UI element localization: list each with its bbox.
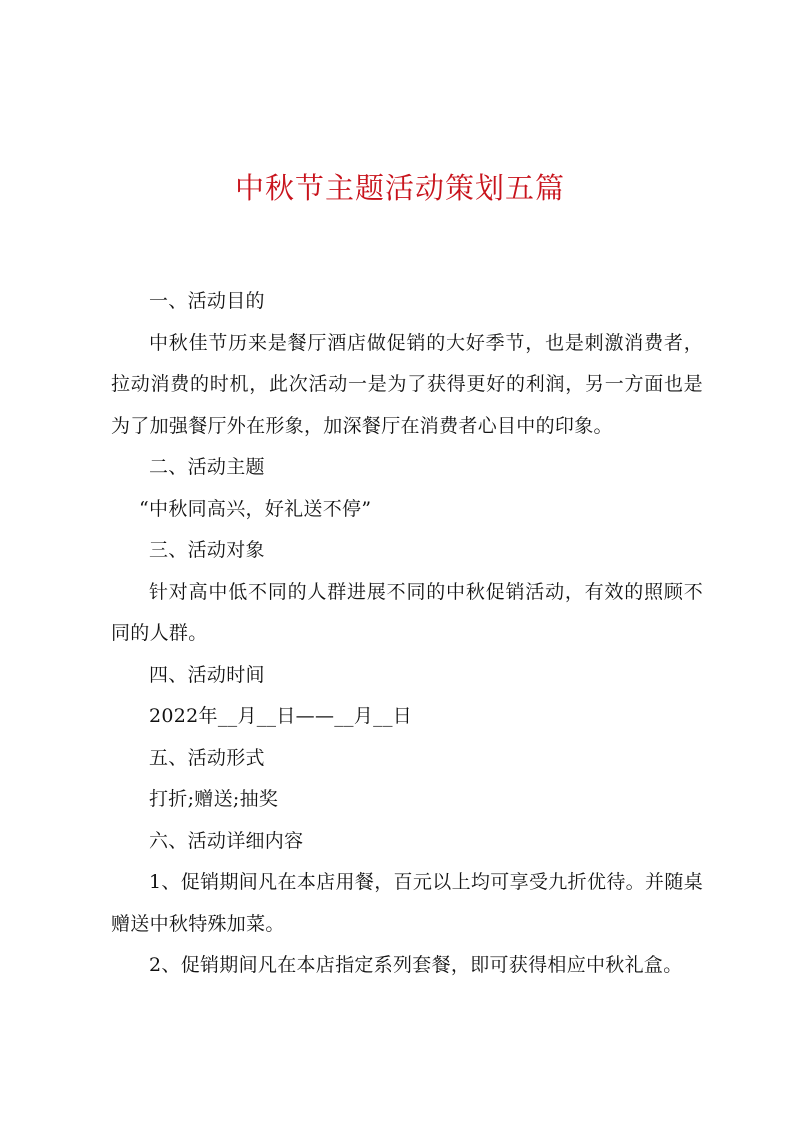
document-body xyxy=(111,281,703,987)
section-heading-theme: 二、活动主题 xyxy=(149,456,265,478)
paragraph-purpose: 中秋佳节历来是餐厅酒店做促销的大好季节，也是刺激消费者，拉动消费的时机，此次活动一是为了获得更好的利润，另一方面也是为了加强餐厅外在形象，加深餐厅在消费者心目中的印象。 xyxy=(111,331,703,437)
section-heading-details: 六、活动详细内容 xyxy=(149,829,304,852)
document-title: 中秋节主题活动策划五篇 xyxy=(234,171,565,205)
paragraph-audience: 针对高中低不同的人群进展不同的中秋促销活动，有效的照顾不同的人群。 xyxy=(111,580,703,644)
section-heading-purpose: 一、活动目的 xyxy=(149,290,265,312)
section-heading-format: 五、活动形式 xyxy=(149,746,265,769)
paragraph-theme: “中秋同高兴，好礼送不停” xyxy=(139,497,372,520)
section-heading-audience: 三、活动对象 xyxy=(149,539,265,561)
paragraph-detail-1: 1、促销期间凡在本店用餐，百元以上均可享受九折优待。并随桌赠送中秋特殊加菜。 xyxy=(111,871,703,935)
section-heading-time: 四、活动时间 xyxy=(149,663,265,686)
paragraph-detail-2: 2、促销期间凡在本店指定系列套餐，即可获得相应中秋礼盒。 xyxy=(149,954,683,976)
paragraph-format: 打折;赠送;抽奖 xyxy=(149,788,279,810)
paragraph-time: 2022年__月__日——__月__日 xyxy=(149,705,413,727)
